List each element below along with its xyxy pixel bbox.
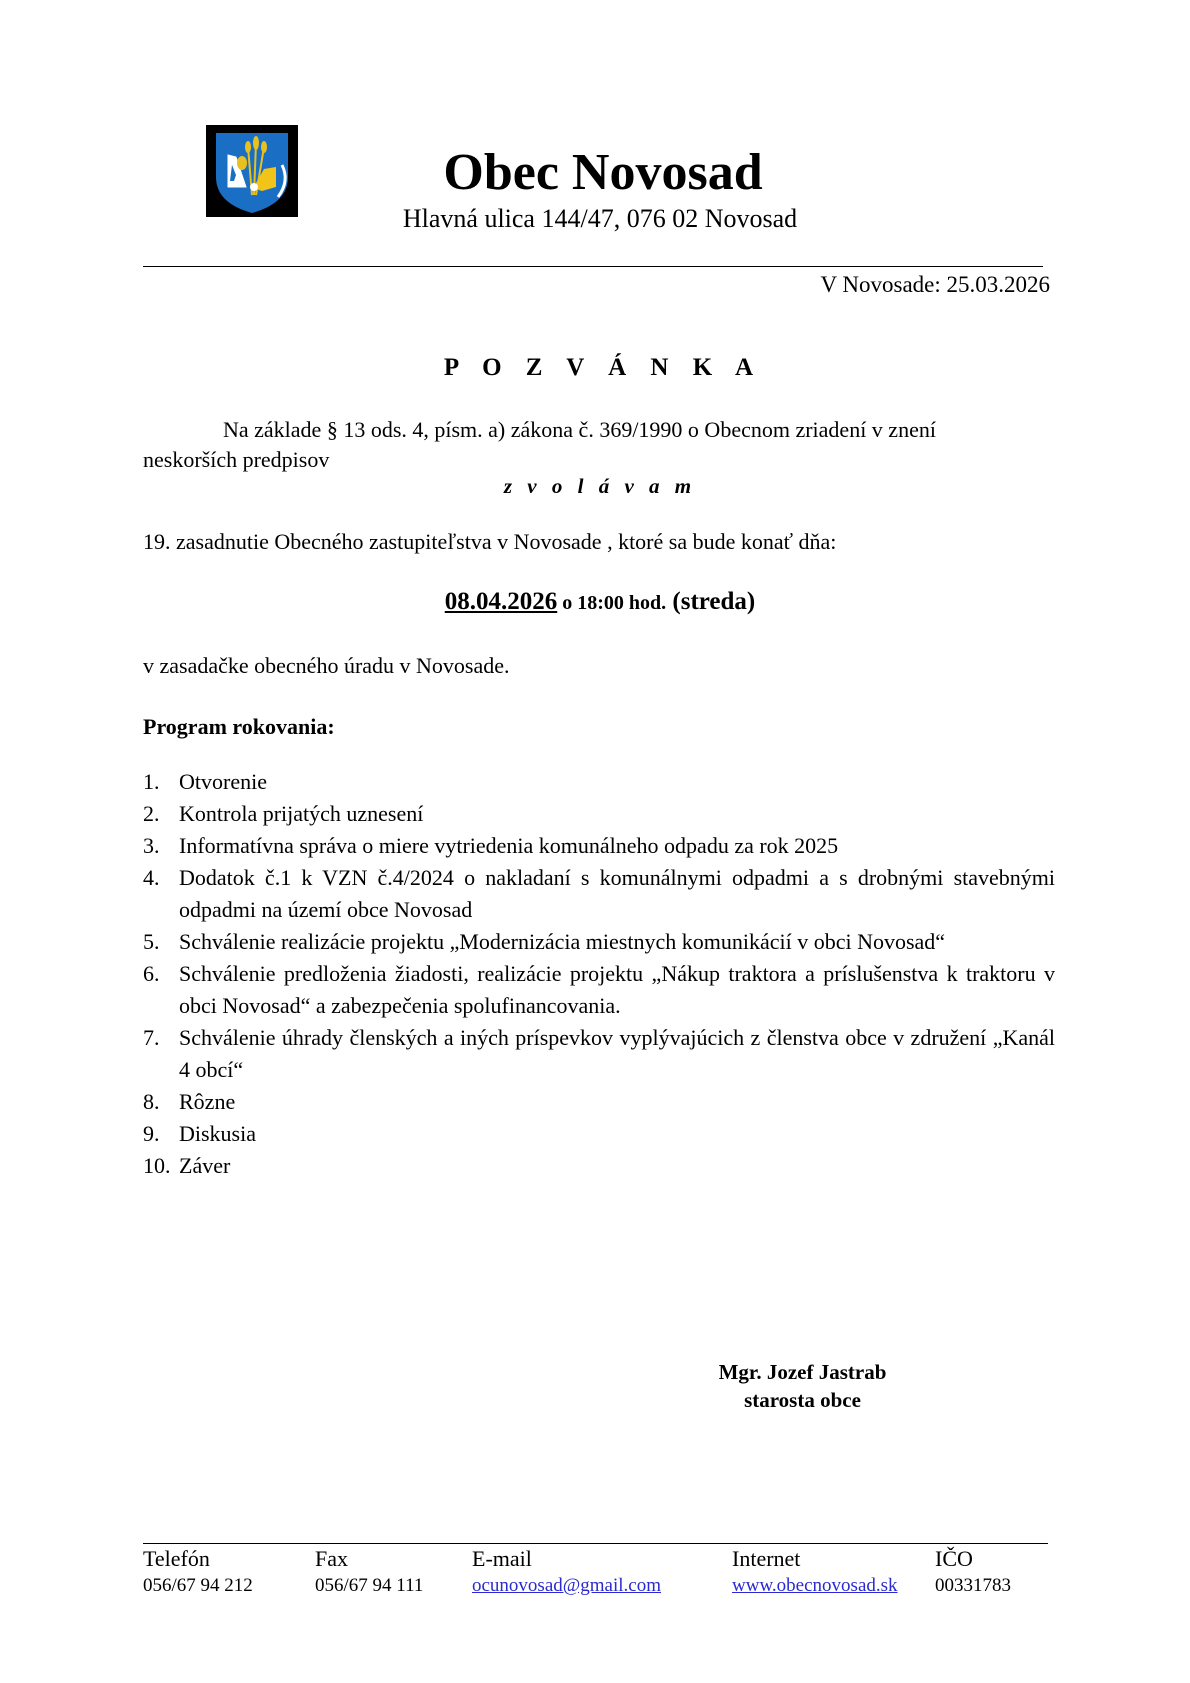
website-link[interactable]: www.obecnovosad.sk [732,1575,898,1596]
agenda-item-number: 10. [143,1153,171,1178]
organization-address: Hlavná ulica 144/47, 076 02 Novosad [402,204,798,233]
agenda-item-text: Diskusia [179,1121,256,1146]
agenda-item-number: 1. [143,769,160,794]
fax-value: 056/67 94 111 [315,1575,424,1596]
agenda-item-text: Rôzne [179,1089,236,1114]
agenda-item-number: 8. [143,1089,160,1114]
agenda-item-number: 5. [143,929,160,954]
signatory-title: starosta obce [744,1388,861,1412]
meeting-day: (streda) [666,588,756,615]
intro-line-2: neskorších predpisov [143,447,330,472]
meeting-location: v zasadačke obecného úradu v Novosade. [143,653,510,678]
email-label: E-mail [472,1546,532,1571]
agenda-item [143,766,1055,798]
footer-internet [732,1545,898,1599]
agenda-item [143,1150,1055,1182]
agenda-item-number: 9. [143,1121,160,1146]
footer-phone [143,1545,253,1599]
agenda-item-number: 2. [143,801,160,826]
convene-statement: z v o l á v a m [503,474,697,498]
agenda-item [143,1022,1055,1086]
agenda-item [143,1086,1055,1118]
agenda-item [143,1118,1055,1150]
agenda-item [143,958,1055,1022]
intro-line-1: Na základe § 13 ods. 4, písm. a) zákona č. 369/1990 o Obecnom zriadení v znení [223,417,936,442]
agenda-item-text: Schválenie úhrady členských a iných príspevkov vyplývajúcich z členstva obce v združení „Kanál 4 obcí“ [179,1025,1055,1082]
agenda-item-number: 7. [143,1025,160,1050]
internet-label: Internet [732,1546,801,1571]
agenda-item [143,830,1055,862]
agenda-list [143,766,1055,1182]
footer-fax [315,1545,423,1599]
document-title: P O Z V Á N K A [443,354,763,381]
organization-name: Obec Novosad [443,144,763,201]
agenda-item-text: Schválenie predloženia žiadosti, realizácie projektu „Nákup traktora a príslušenstva k traktoru v obci Novosad“ a zabezpečenia spolufinancovania. [179,961,1055,1018]
agenda-item-number: 6. [143,961,160,986]
footer-ico [935,1545,1011,1599]
agenda-item-text: Záver [179,1153,231,1178]
footer-email [472,1545,661,1599]
phone-label: Telefón [143,1546,210,1571]
signature-block [700,1358,905,1414]
document-date: V Novosade: 25.03.2026 [820,272,1050,297]
phone-value: 056/67 94 212 [143,1575,253,1596]
meeting-time: o 18:00 hod. [557,592,667,614]
agenda-item-text: Otvorenie [179,769,267,794]
agenda-item-number: 4. [143,865,160,890]
agenda-item-text: Kontrola prijatých uznesení [179,801,424,826]
agenda-item-number: 3. [143,833,160,858]
meeting-announcement: 19. zasadnutie Obecného zastupiteľstva v Novosade , ktoré sa bude konať dňa: [143,529,837,554]
intro-paragraph [143,415,1008,475]
signatory-name: Mgr. Jozef Jastrab [718,1360,887,1384]
meeting-datetime [0,585,1190,622]
program-heading: Program rokovania: [143,714,335,739]
fax-label: Fax [315,1546,348,1571]
meeting-date: 08.04.2026 [444,588,558,615]
agenda-item [143,798,1055,830]
agenda-item [143,862,1055,926]
agenda-item-text: Informatívna správa o miere vytriedenia komunálneho odpadu za rok 2025 [179,833,839,858]
ico-label: IČO [935,1546,973,1571]
footer-divider [143,1543,1048,1544]
agenda-item-text: Dodatok č.1 k VZN č.4/2024 o nakladaní s komunálnymi odpadmi a s drobnými stavebnými odpadmi na území obce Novosad [179,865,1055,922]
email-link[interactable]: ocunovosad@gmail.com [472,1575,661,1596]
ico-value: 00331783 [935,1575,1011,1596]
agenda-item-text: Schválenie realizácie projektu „Modernizácia miestnych komunikácií v obci Novosad“ [179,929,946,954]
agenda-item [143,926,1055,958]
header-divider [143,266,1043,267]
